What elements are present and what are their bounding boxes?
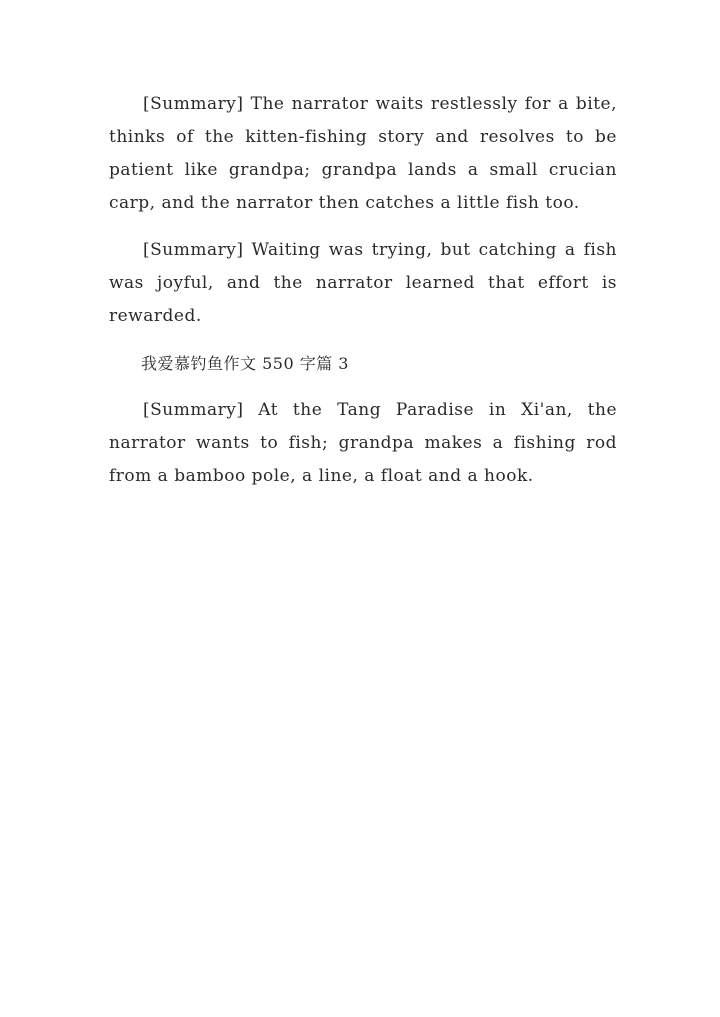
paragraph-lesson-learned: [Summary] Waiting was trying, but catching a fish was joyful, and the narrator learned that effort is rewarded. bbox=[109, 240, 617, 326]
paragraph-waiting-for-fish: [Summary] The narrator waits restlessly for a bite, thinks of the kitten-fishing story and resolves to be patient like grandpa; grandpa lands a small crucian carp, and the narrator then catches a little fish too. bbox=[109, 94, 617, 213]
section-heading: 我爱慕钓鱼作文 550 字篇 3 bbox=[141, 354, 349, 373]
paragraph-xian-fishing: [Summary] At the Tang Paradise in Xi'an, the narrator wants to fish; grandpa makes a fishing rod from a bamboo pole, a line, a float and a hook. bbox=[109, 400, 617, 486]
document-page bbox=[109, 88, 617, 507]
